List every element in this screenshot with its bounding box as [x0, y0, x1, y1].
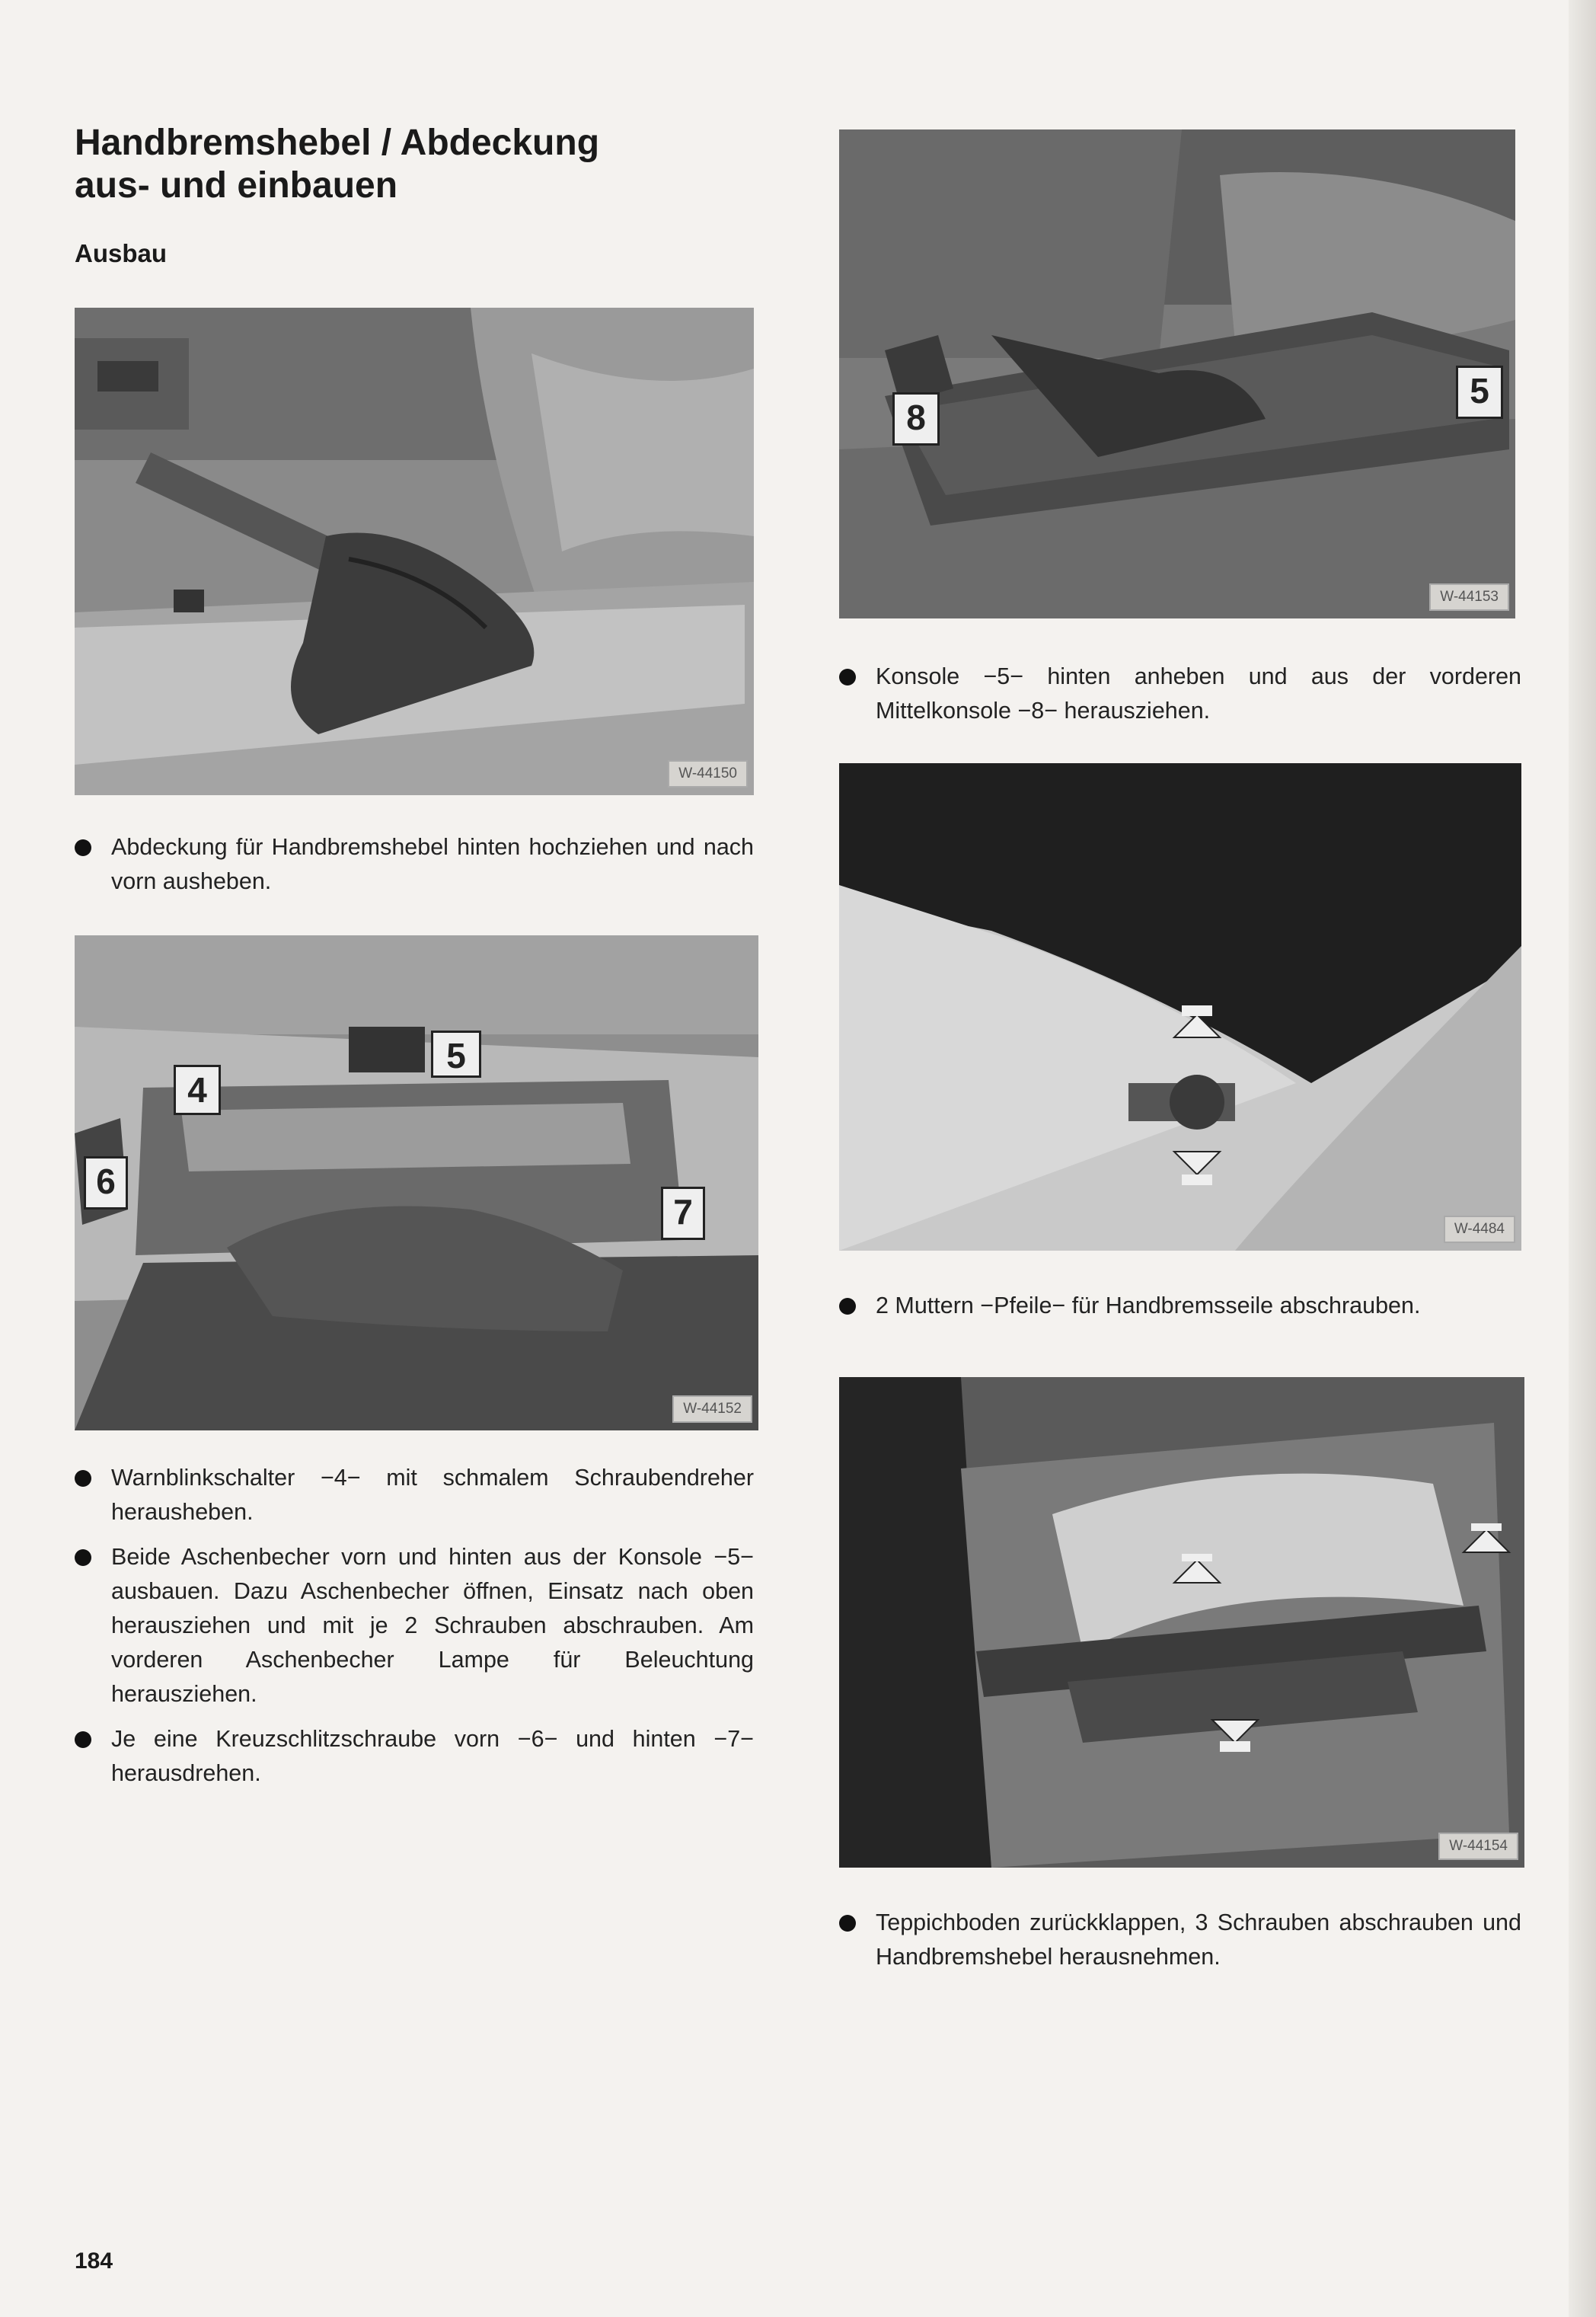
- bullet-dot: [75, 1549, 91, 1566]
- step-hazard-switch: Warnblinkschalter −4− mit schmalem Schraubendreher herausheben.: [75, 1461, 754, 1529]
- photo-cable-nuts: [839, 763, 1521, 1251]
- photo-handbrake-cover-image: [75, 308, 754, 795]
- page-title: [75, 122, 599, 207]
- callout-8: 8: [892, 392, 940, 446]
- photo-handbrake-lever: [839, 1377, 1524, 1868]
- callout-5: 5: [1456, 366, 1503, 419]
- bullet-dot: [839, 669, 856, 686]
- steps-block-2: [75, 1461, 754, 1801]
- page-edge: [1569, 0, 1596, 2317]
- steps-block-3: [839, 660, 1521, 739]
- title-line-1: Handbremshebel / Abdeckung: [75, 123, 600, 163]
- page-number: 184: [75, 2248, 113, 2274]
- photo-handbrake-lever-image: [839, 1377, 1524, 1868]
- figure-code: W-44153: [1429, 583, 1509, 611]
- title-line-2: aus- und einbauen: [75, 165, 398, 206]
- callout-7: 7: [661, 1187, 705, 1240]
- step-ashtrays: Beide Aschenbecher vorn und hinten aus der Konsole −5− ausbauen. Dazu Aschenbecher öffnen, Einsatz nach oben herausziehen und mit je 2 Schrauben abschrauben. Am vorderen Aschenbecher Lampe für Beleuchtung herausziehen.: [75, 1540, 754, 1711]
- step-nuts: 2 Muttern −Pfeile− für Handbremsseile abschrauben.: [839, 1289, 1521, 1323]
- step-cover: Abdeckung für Handbremshebel hinten hochziehen und nach vorn ausheben.: [75, 830, 754, 899]
- bullet-dot: [75, 839, 91, 856]
- bullet-dot: [75, 1470, 91, 1487]
- figure-code: W-4484: [1444, 1216, 1515, 1243]
- figure-code: W-44154: [1438, 1833, 1518, 1860]
- step-remove-lever: Teppichboden zurückklappen, 3 Schrauben abschrauben und Handbremshebel herausnehmen.: [839, 1906, 1521, 1974]
- bullet-dot: [839, 1298, 856, 1315]
- section-heading: Ausbau: [75, 239, 168, 267]
- callout-4: 4: [174, 1065, 221, 1115]
- bullet-dot: [839, 1915, 856, 1932]
- callout-6: 6: [84, 1156, 128, 1210]
- steps-block-5: [839, 1906, 1521, 1985]
- figure-code: W-44152: [672, 1395, 752, 1423]
- photo-console-lift: [839, 129, 1515, 618]
- steps-block-1: [75, 830, 754, 909]
- figure-code: W-44150: [668, 760, 748, 788]
- step-screws: Je eine Kreuzschlitzschraube vorn −6− und hinten −7− herausdrehen.: [75, 1722, 754, 1791]
- photo-cable-nuts-image: [839, 763, 1521, 1251]
- callout-5: 5: [431, 1031, 481, 1078]
- photo-console-lift-image: [839, 129, 1515, 618]
- photo-handbrake-cover: [75, 308, 754, 795]
- photo-console-screws: [75, 935, 758, 1430]
- photo-console-screws-image: [75, 935, 758, 1430]
- step-console-lift: Konsole −5− hinten anheben und aus der vorderen Mittelkonsole −8− herausziehen.: [839, 660, 1521, 728]
- steps-block-4: [839, 1289, 1521, 1334]
- bullet-dot: [75, 1731, 91, 1748]
